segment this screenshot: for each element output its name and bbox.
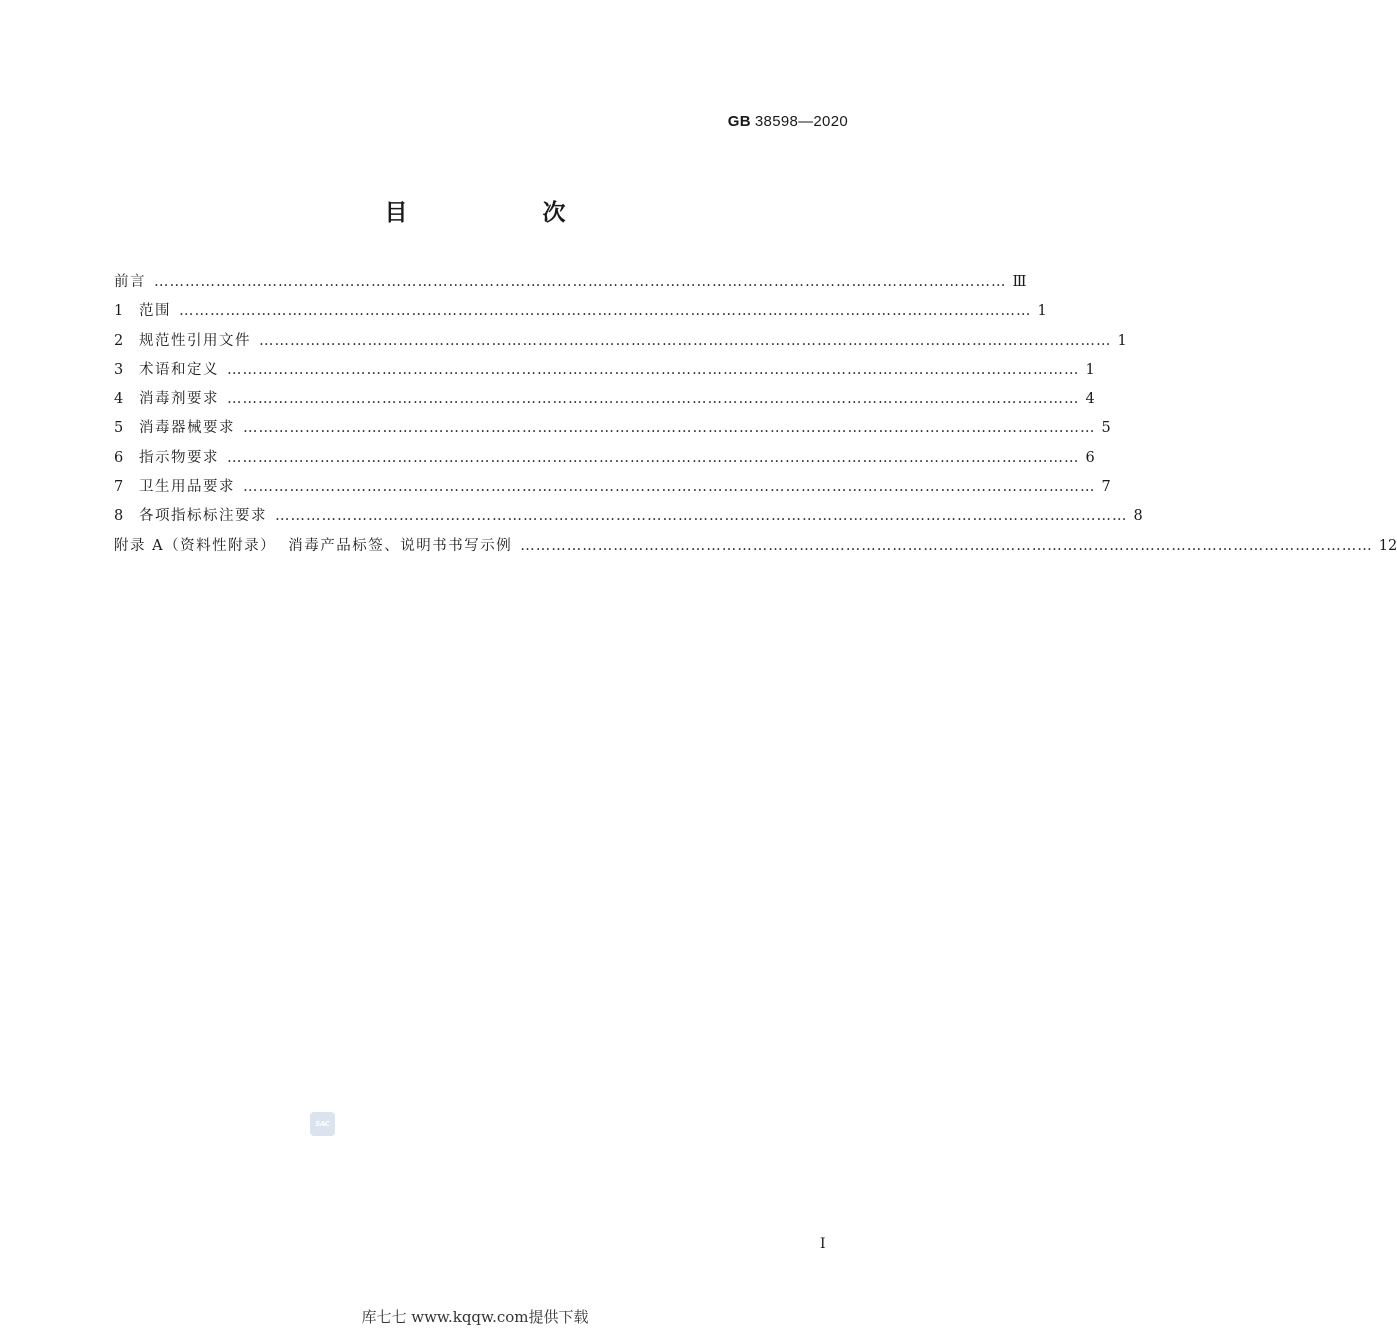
toc-entry-page: Ⅲ bbox=[1012, 274, 1027, 290]
toc-entry-title: 指示物要求 bbox=[139, 449, 219, 466]
toc-entry-5[interactable] bbox=[114, 416, 1111, 445]
toc-entry-page: 5 bbox=[1101, 420, 1111, 437]
toc-dot-leader: ………………………………………………………………………………………………………………………………………………… bbox=[275, 508, 1128, 525]
toc-entry-number: 4 bbox=[114, 391, 124, 408]
toc-dot-leader: ………………………………………………………………………………………………………………………………………………… bbox=[154, 274, 1007, 290]
toc-entry-page: 6 bbox=[1085, 449, 1095, 466]
toc-entry-page: 4 bbox=[1085, 391, 1095, 408]
toc-entry-number: 8 bbox=[114, 508, 124, 525]
toc-dot-leader: ………………………………………………………………………………………………………………………………………………… bbox=[243, 479, 1096, 496]
toc-dot-leader: ………………………………………………………………………………………………………………………………………………… bbox=[243, 420, 1096, 437]
toc-entry-3[interactable] bbox=[114, 358, 1095, 387]
toc-entry-page: 8 bbox=[1133, 508, 1143, 525]
toc-entry-2[interactable] bbox=[114, 329, 1127, 358]
toc-entry-page: 12 bbox=[1378, 537, 1397, 554]
page-title: 目 次 bbox=[384, 200, 622, 226]
standard-prefix: GB bbox=[727, 113, 751, 130]
toc-entry-appendix-a[interactable] bbox=[114, 534, 1397, 563]
toc-entry-number: 1 bbox=[114, 303, 124, 320]
toc-dot-leader: ………………………………………………………………………………………………………………………………………………… bbox=[227, 449, 1080, 466]
toc-entry-page: 1 bbox=[1085, 361, 1095, 378]
toc-entry-7[interactable] bbox=[114, 475, 1111, 504]
toc-entry-title: 附录 A（资料性附录） 消毒产品标签、说明书书写示例 bbox=[114, 537, 513, 554]
toc-dot-leader: ………………………………………………………………………………………………………………………………………………… bbox=[520, 537, 1373, 554]
toc-entry-page: 1 bbox=[1117, 332, 1127, 349]
toc-entry-1[interactable] bbox=[114, 299, 1047, 328]
toc-entry-title: 术语和定义 bbox=[139, 361, 219, 378]
toc-entry-page: 7 bbox=[1101, 479, 1111, 496]
standard-code bbox=[728, 113, 848, 130]
toc-dot-leader: ………………………………………………………………………………………………………………………………………………… bbox=[179, 303, 1032, 320]
toc-entry-title: 消毒剂要求 bbox=[139, 391, 219, 408]
page-number: Ⅰ bbox=[820, 1236, 826, 1252]
toc-entry-title: 规范性引用文件 bbox=[139, 332, 251, 349]
toc-entry-6[interactable] bbox=[114, 446, 1095, 475]
toc-entry-title: 各项指标标注要求 bbox=[139, 508, 267, 525]
toc-dot-leader: ………………………………………………………………………………………………………………………………………………… bbox=[227, 361, 1080, 378]
toc-entry-title: 前言 bbox=[114, 274, 146, 290]
toc-entry-page: 1 bbox=[1037, 303, 1047, 320]
toc-entry-title: 卫生用品要求 bbox=[139, 479, 235, 496]
toc-entry-foreword[interactable] bbox=[114, 270, 1027, 299]
table-of-contents bbox=[114, 270, 1397, 563]
toc-entry-number: 7 bbox=[114, 479, 124, 496]
toc-entry-number: 5 bbox=[114, 420, 124, 437]
toc-entry-number: 6 bbox=[114, 449, 124, 466]
toc-entry-number: 2 bbox=[114, 332, 124, 349]
toc-entry-4[interactable] bbox=[114, 387, 1095, 416]
toc-dot-leader: ………………………………………………………………………………………………………………………………………………… bbox=[227, 391, 1080, 408]
toc-entry-8[interactable] bbox=[114, 504, 1143, 533]
toc-entry-title: 范围 bbox=[139, 303, 171, 320]
sac-watermark-logo: SAC bbox=[310, 1112, 335, 1136]
standard-number: 38598—2020 bbox=[754, 113, 848, 130]
toc-entry-number: 3 bbox=[114, 361, 124, 378]
download-footer: 库七七 www.kqqw.com提供下载 bbox=[361, 1308, 589, 1326]
toc-entry-title: 消毒器械要求 bbox=[139, 420, 235, 437]
toc-dot-leader: ………………………………………………………………………………………………………………………………………………… bbox=[259, 332, 1112, 349]
